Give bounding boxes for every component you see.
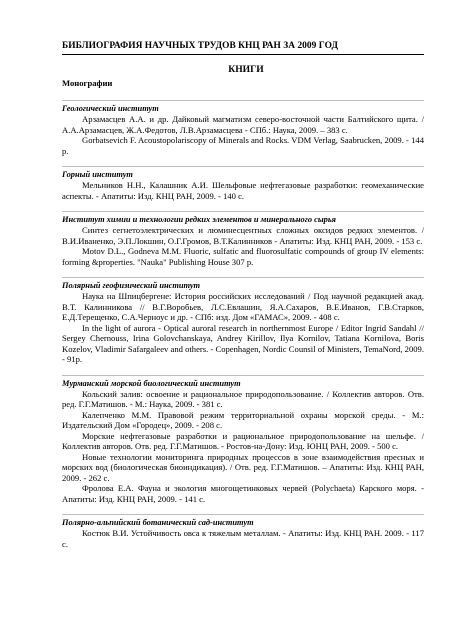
- section-mining-institute: [62, 166, 424, 201]
- bibliography-entry: Новые технологии мониторинга природных процессов в зоне взаимодействия пресных и морских вод (биологическая биоиндикация). / Отв. ред. Г.Г.Матишов. – Апатиты: Изд. КНЦ РАН, 2009. - 262 с.: [62, 451, 424, 483]
- bibliography-entry: Костюк В.И. Устойчивость овса к тяжелым металлам. - Апатиты: Изд. КНЦ РАН. 2009. - 117 с.: [62, 528, 424, 549]
- bibliography-entry: Морские нефтегазовые разработки и рациональное природопользование на шельфе. / Коллектив авторов. Отв. ред. Г.Г.Матишов. - Ростов-на-Дону: Изд. ЮНЦ РАН, 2009. - 500 с.: [62, 430, 424, 451]
- bibliography-entry: In the light of aurora - Optical auroral research in northernmost Europe / Editor Ingrid Sandahl // Sergey Chernouss, Irina Golovchanskaya, Andrey Kirillov, Ilya Kornilov, Tatiana Kornilova, Boris Kozelov, Vladimir Safargaleev and others. - Copenhagen, Nordic Counsil of Ministers, TemaNord, 2009. - 91p.: [62, 322, 424, 364]
- section-title: Мурманский морской биологический институт: [62, 375, 424, 389]
- section-geological-institute: [62, 100, 424, 156]
- bibliography-entry: Motov D.L., Godneva M.M. Fluoric, sulfatic and fluorosulfatic compounds of group IV elements: forming &properties. "Nauka" Publishing House 307 p.: [62, 246, 424, 267]
- section-heading-books: КНИГИ: [228, 64, 264, 75]
- bibliography-entry: Арзамасцев А.А. и др. Дайковый магматизм северо-восточной части Балтийского щита. / А.А.Арзамасцев, Ж.А.Федотов, Л.В.Арзамасцева - СПб.: Наука, 2009. – 383 с.: [62, 114, 424, 135]
- subsection-heading-monographs: Монографии: [62, 78, 113, 88]
- bibliography-entry: Фролова Е.А. Фауна и экология многощетинковых червей (Polychaeta) Карского моря. - Апатиты: Изд. КНЦ РАН, 2009. - 141 с.: [62, 483, 424, 504]
- section-polar-geophysical-institute: [62, 277, 424, 365]
- bibliography-entry: Gorbatsevich F. Acoustopolariscopy of Minerals and Rocks. VDM Verlag, Saabrucken, 2009. - 144 p.: [62, 135, 424, 156]
- document-title: БИБЛИОГРАФИЯ НАУЧНЫХ ТРУДОВ КНЦ РАН ЗА 2009 ГОД: [62, 41, 338, 51]
- bibliography-entry: Синтез сегнетоэлектрических и люминесцентных сложных оксидов редких элементов. / В.И.Иваненко, Э.П.Локшин, О.Г.Громов, В.Т.Калинников - Апатиты: Изд. КНЦ РАН, 2009. - 153 с.: [62, 225, 424, 246]
- section-title: Полярный геофизический институт: [62, 277, 424, 291]
- title-underline: [62, 54, 424, 55]
- institute-sections: [62, 100, 424, 559]
- bibliography-entry: Калепченко М.М. Правовой режим территориальной охраны морской среды. - М.: Издательский Дом «Городец», 2009. - 208 с.: [62, 409, 424, 430]
- section-title: Полярно-альпийский ботанический сад-институт: [62, 514, 424, 528]
- bibliography-entry: Наука на Шпицбергене: История российских исследований / Под научной редакцией акад. В.Т. Калинникова // В.Г.Воробьев, Л.С.Евлашин, Я.А.Сахаров, В.Е.Иванов, Г.В.Старков, Е.Д.Терещенко, С.А.Черноус и др. - СПб: изд. Дом «ГАМАС», 2009. - 408 с.: [62, 291, 424, 322]
- section-chemistry-institute: [62, 211, 424, 267]
- bibliography-entry: Мельников Н.Н., Калашник А.И. Шельфовые нефтегазовые разработки: геомеханические аспекты. - Апатиты: Изд. КНЦ РАН, 2009. - 140 с.: [62, 180, 424, 201]
- section-polar-alpine-botanical-garden: [62, 514, 424, 549]
- section-murmansk-marine-biological-institute: [62, 375, 424, 505]
- section-title: Институт химии и технологии редких элементов и минерального сырья: [62, 211, 424, 225]
- section-title: Геологический институт: [62, 100, 424, 114]
- bibliography-entry: Кольский залив: освоение и рациональное природопользование. / Коллектив авторов. Отв. ред. Г.Г.Матишов. - М.: Наука, 2009. - 381 с.: [62, 388, 424, 409]
- section-title: Горный институт: [62, 166, 424, 180]
